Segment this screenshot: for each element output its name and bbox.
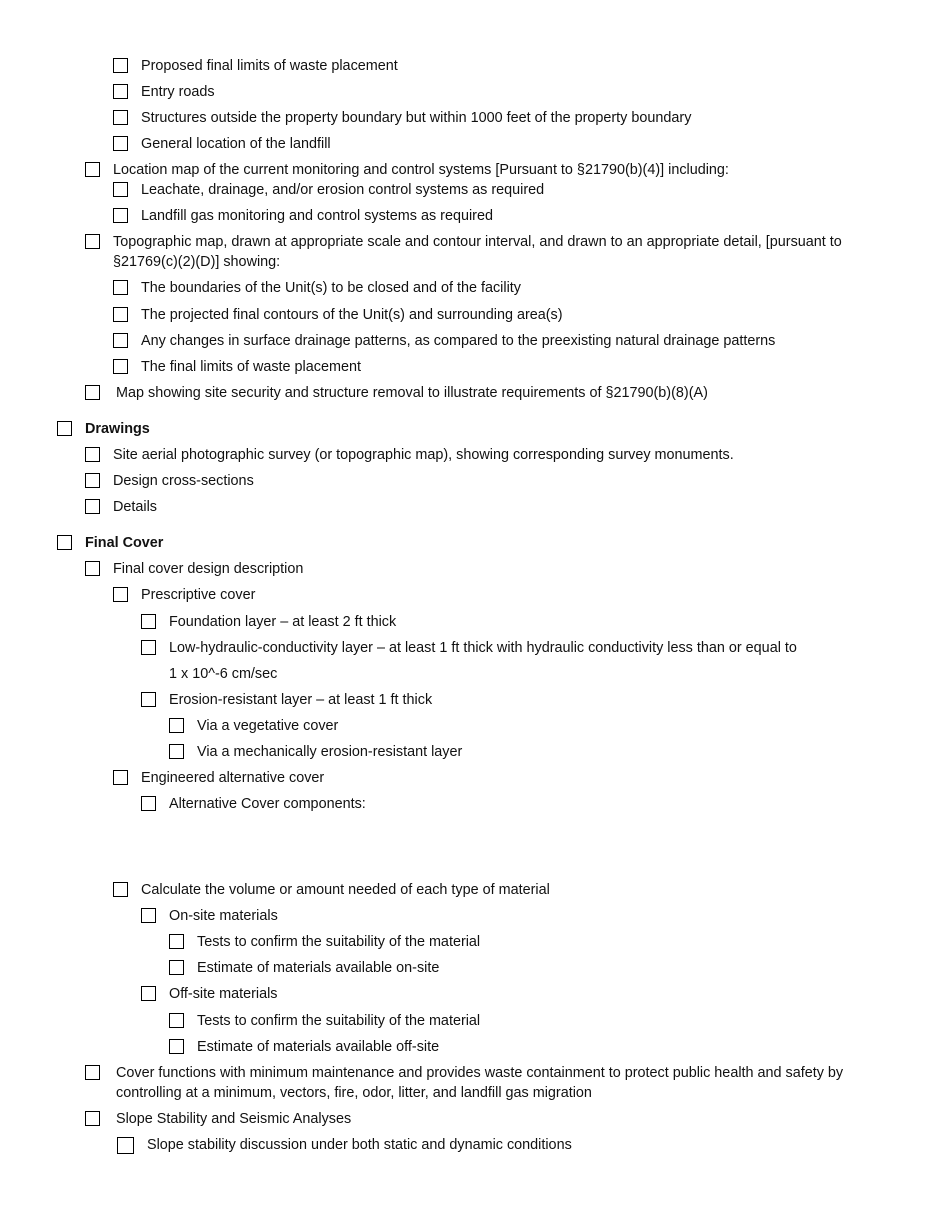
checkbox[interactable] — [141, 796, 156, 811]
checkbox[interactable] — [141, 614, 156, 629]
checkbox[interactable] — [85, 447, 100, 462]
item-label: Erosion-resistant layer – at least 1 ft thick — [169, 692, 433, 708]
item-label: General location of the landfill — [141, 136, 331, 152]
item-label: Low-hydraulic-conductivity layer – at least 1 ft thick with hydraulic conductivity less than or equal to — [169, 640, 797, 656]
checkbox[interactable] — [113, 307, 128, 322]
checkbox[interactable] — [113, 84, 128, 99]
checkbox[interactable] — [85, 473, 100, 488]
checkbox[interactable] — [169, 1039, 184, 1054]
item-label: The projected final contours of the Unit(s) and surrounding area(s) — [141, 307, 563, 323]
item-label: Prescriptive cover — [141, 587, 256, 603]
section-heading: Drawings — [85, 421, 150, 437]
item-label: Map showing site security and structure removal to illustrate requirements of §21790(b)(8)(A) — [116, 385, 708, 401]
checkbox[interactable] — [85, 561, 100, 576]
checkbox[interactable] — [57, 421, 72, 436]
item-label: Tests to confirm the suitability of the material — [197, 1013, 481, 1029]
item-label: Calculate the volume or amount needed of each type of material — [141, 882, 550, 898]
checkbox[interactable] — [141, 692, 156, 707]
checkbox[interactable] — [113, 182, 128, 197]
checkbox[interactable] — [169, 934, 184, 949]
item-label: Engineered alternative cover — [141, 770, 325, 786]
checkbox[interactable] — [117, 1137, 134, 1154]
checkbox[interactable] — [113, 882, 128, 897]
section-heading: Final Cover — [85, 535, 164, 551]
checkbox[interactable] — [113, 110, 128, 125]
checkbox[interactable] — [57, 535, 72, 550]
item-label: Estimate of materials available on-site — [197, 960, 440, 976]
item-label: Entry roads — [141, 84, 215, 100]
item-label: The boundaries of the Unit(s) to be closed and of the facility — [141, 280, 521, 296]
checkbox[interactable] — [113, 359, 128, 374]
item-label: Proposed final limits of waste placement — [141, 58, 398, 74]
item-label: Tests to confirm the suitability of the material — [197, 934, 481, 950]
item-label: Design cross-sections — [113, 473, 254, 489]
checkbox[interactable] — [169, 1013, 184, 1028]
checkbox[interactable] — [113, 280, 128, 295]
item-label: Structures outside the property boundary but within 1000 feet of the property boundary — [141, 110, 692, 126]
item-label: Any changes in surface drainage patterns, as compared to the preexisting natural drainage patterns — [141, 333, 776, 349]
checkbox[interactable] — [85, 1111, 100, 1126]
item-label: Topographic map, drawn at appropriate scale and contour interval, and drawn to an appropriate detail, [pursuant to §21769(c)(2)(D)] showing: — [113, 234, 842, 270]
item-label: Details — [113, 499, 157, 515]
item-label: On-site materials — [169, 908, 278, 924]
checkbox[interactable] — [113, 136, 128, 151]
checkbox[interactable] — [85, 162, 100, 177]
item-label-continuation: 1 x 10^-6 cm/sec — [169, 666, 278, 682]
item-label: Estimate of materials available off-site — [197, 1039, 440, 1055]
item-label: Slope stability discussion under both static and dynamic conditions — [147, 1137, 572, 1153]
item-label: Leachate, drainage, and/or erosion control systems as required — [141, 182, 545, 198]
item-label: Location map of the current monitoring and control systems [Pursuant to §21790(b)(4)] including: — [113, 162, 729, 178]
checkbox[interactable] — [113, 208, 128, 223]
checkbox[interactable] — [141, 908, 156, 923]
checkbox[interactable] — [113, 770, 128, 785]
checkbox[interactable] — [85, 385, 100, 400]
item-label: Via a vegetative cover — [197, 718, 339, 734]
checkbox[interactable] — [113, 58, 128, 73]
checkbox[interactable] — [85, 234, 100, 249]
checkbox[interactable] — [113, 587, 128, 602]
checkbox[interactable] — [141, 640, 156, 655]
checkbox[interactable] — [85, 1065, 100, 1080]
checkbox[interactable] — [113, 333, 128, 348]
item-label: Cover functions with minimum maintenance and provides waste containment to protect public health and safety by controlling at a minimum, vectors, fire, odor, litter, and landfill gas migration — [116, 1065, 844, 1101]
checkbox[interactable] — [141, 986, 156, 1001]
item-label: The final limits of waste placement — [141, 359, 361, 375]
item-label: Site aerial photographic survey (or topographic map), showing corresponding survey monuments. — [113, 447, 734, 463]
item-label: Alternative Cover components: — [169, 796, 366, 812]
item-label: Foundation layer – at least 2 ft thick — [169, 614, 397, 630]
item-label: Landfill gas monitoring and control systems as required — [141, 208, 493, 224]
checkbox[interactable] — [169, 744, 184, 759]
checkbox[interactable] — [169, 960, 184, 975]
item-label: Via a mechanically erosion-resistant layer — [197, 744, 463, 760]
checkbox[interactable] — [169, 718, 184, 733]
item-label: Off-site materials — [169, 986, 278, 1002]
item-label: Final cover design description — [113, 561, 304, 577]
checkbox[interactable] — [85, 499, 100, 514]
item-label: Slope Stability and Seismic Analyses — [116, 1111, 352, 1127]
